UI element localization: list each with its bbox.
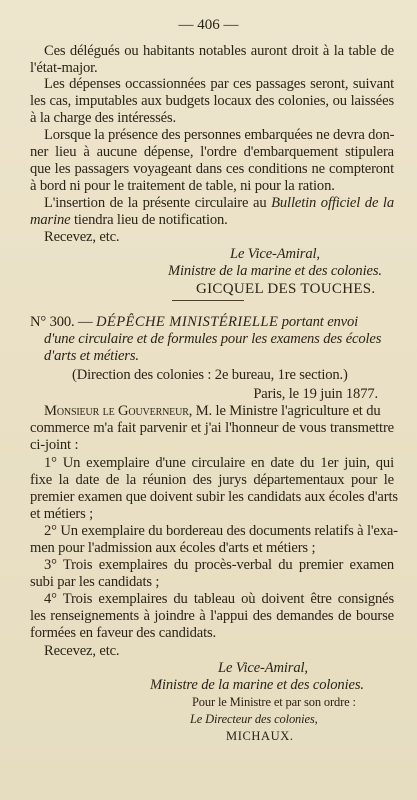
list-item-line: 1° Un exemplaire d'une circulaire en date du 1er juin, qui [44,455,394,471]
text-line: à bord ni pour le traitement de table, ni pour la ration. [30,178,335,194]
section-subtitle: d'une circulaire et de formules pour les examens des écoles [44,331,382,347]
section-subtitle: d'arts et métiers. [44,348,139,364]
text-line: Les dépenses occassionnées par ces passages seront, suivant [44,76,394,92]
text-line: Lorsque la présence des personnes embarquées ne devra don- [44,127,395,143]
text-line: à la charge des intéressés. [30,110,177,126]
text-line: ci-joint : [30,437,79,453]
bulletin-title: Bulletin officiel de la [271,195,394,211]
text-line: Ces délégués ou habitants notables auront droit à la table de [44,43,394,59]
text-segment: marine [30,212,71,228]
section-heading-rest: portant envoi [278,314,359,330]
text-segment: L'insertion de la présente circulaire au [44,195,272,211]
signature-name: MICHAUX. [226,729,294,743]
text-segment: tiendra lieu de notification. [70,212,228,228]
page-number: — 406 — [178,17,239,33]
closing-line: Recevez, etc. [44,229,120,245]
salutation: Monsieur le Gouverneur, [44,403,193,419]
list-item-line: 2° Un exemplaire du bordereau des documents relatifs à l'exa- [44,523,398,539]
text-line: ner lieu à aucune dépense, l'ordre d'embarquement stipulera [30,144,394,160]
signature-office: Ministre de la marine et des colonies. [168,263,382,279]
list-item-line: premier examen que doivent subir les candidats aux écoles d'arts [30,489,398,505]
text-line: commerce m'a fait parvenir et j'ai l'honneur de vous transmettre [30,420,394,436]
section-heading [30,314,394,331]
list-item-line: subi par les candidats ; [30,574,160,590]
section-heading-caps: DÉPÊCHE MINISTÉRIELLE [95,314,279,330]
list-item-line: men pour l'admission aux écoles d'arts et métiers ; [30,540,316,556]
section-number: N° 300. — [30,314,93,330]
closing-line: Recevez, etc. [44,643,120,659]
list-item-line: et métiers ; [30,506,94,522]
text-line [44,195,394,212]
signature-office: Ministre de la marine et des colonies. [150,677,364,693]
text-line: les cas, imputables aux budgets locaux des colonies, ou laissées [30,93,394,109]
signature-director: Le Directeur des colonies, [190,712,318,726]
text-line: l'état-major. [30,60,98,76]
signature-title: Le Vice-Amiral, [218,660,308,676]
text-line [44,403,394,420]
section-date: Paris, le 19 juin 1877. [253,386,378,402]
text-line [30,212,394,229]
signature-title: Le Vice-Amiral, [230,246,320,262]
signature-name: GICQUEL DES TOUCHES. [196,281,376,297]
list-item-line: fixe la date de la réunion des jurys départementaux pour le [30,472,394,488]
text-segment: M. le Ministre l'agriculture et du [192,403,381,419]
list-item-line: formées en faveur des candidats. [30,625,217,641]
list-item-line: 3° Trois exemplaires du procès-verbal du premier examen [44,557,394,573]
section-divider [172,300,244,301]
section-direction: (Direction des colonies : 2e bureau, 1re section.) [72,367,348,383]
signature-delegation: Pour le Ministre et par son ordre : [192,695,356,709]
list-item-line: les renseignements à joindre à l'appui des demandes de bourse [30,608,394,624]
text-line: que les passagers voyageant dans ces conditions ne compteront [30,161,394,177]
list-item-line: 4° Trois exemplaires du tableau où doivent être consignés [44,591,394,607]
